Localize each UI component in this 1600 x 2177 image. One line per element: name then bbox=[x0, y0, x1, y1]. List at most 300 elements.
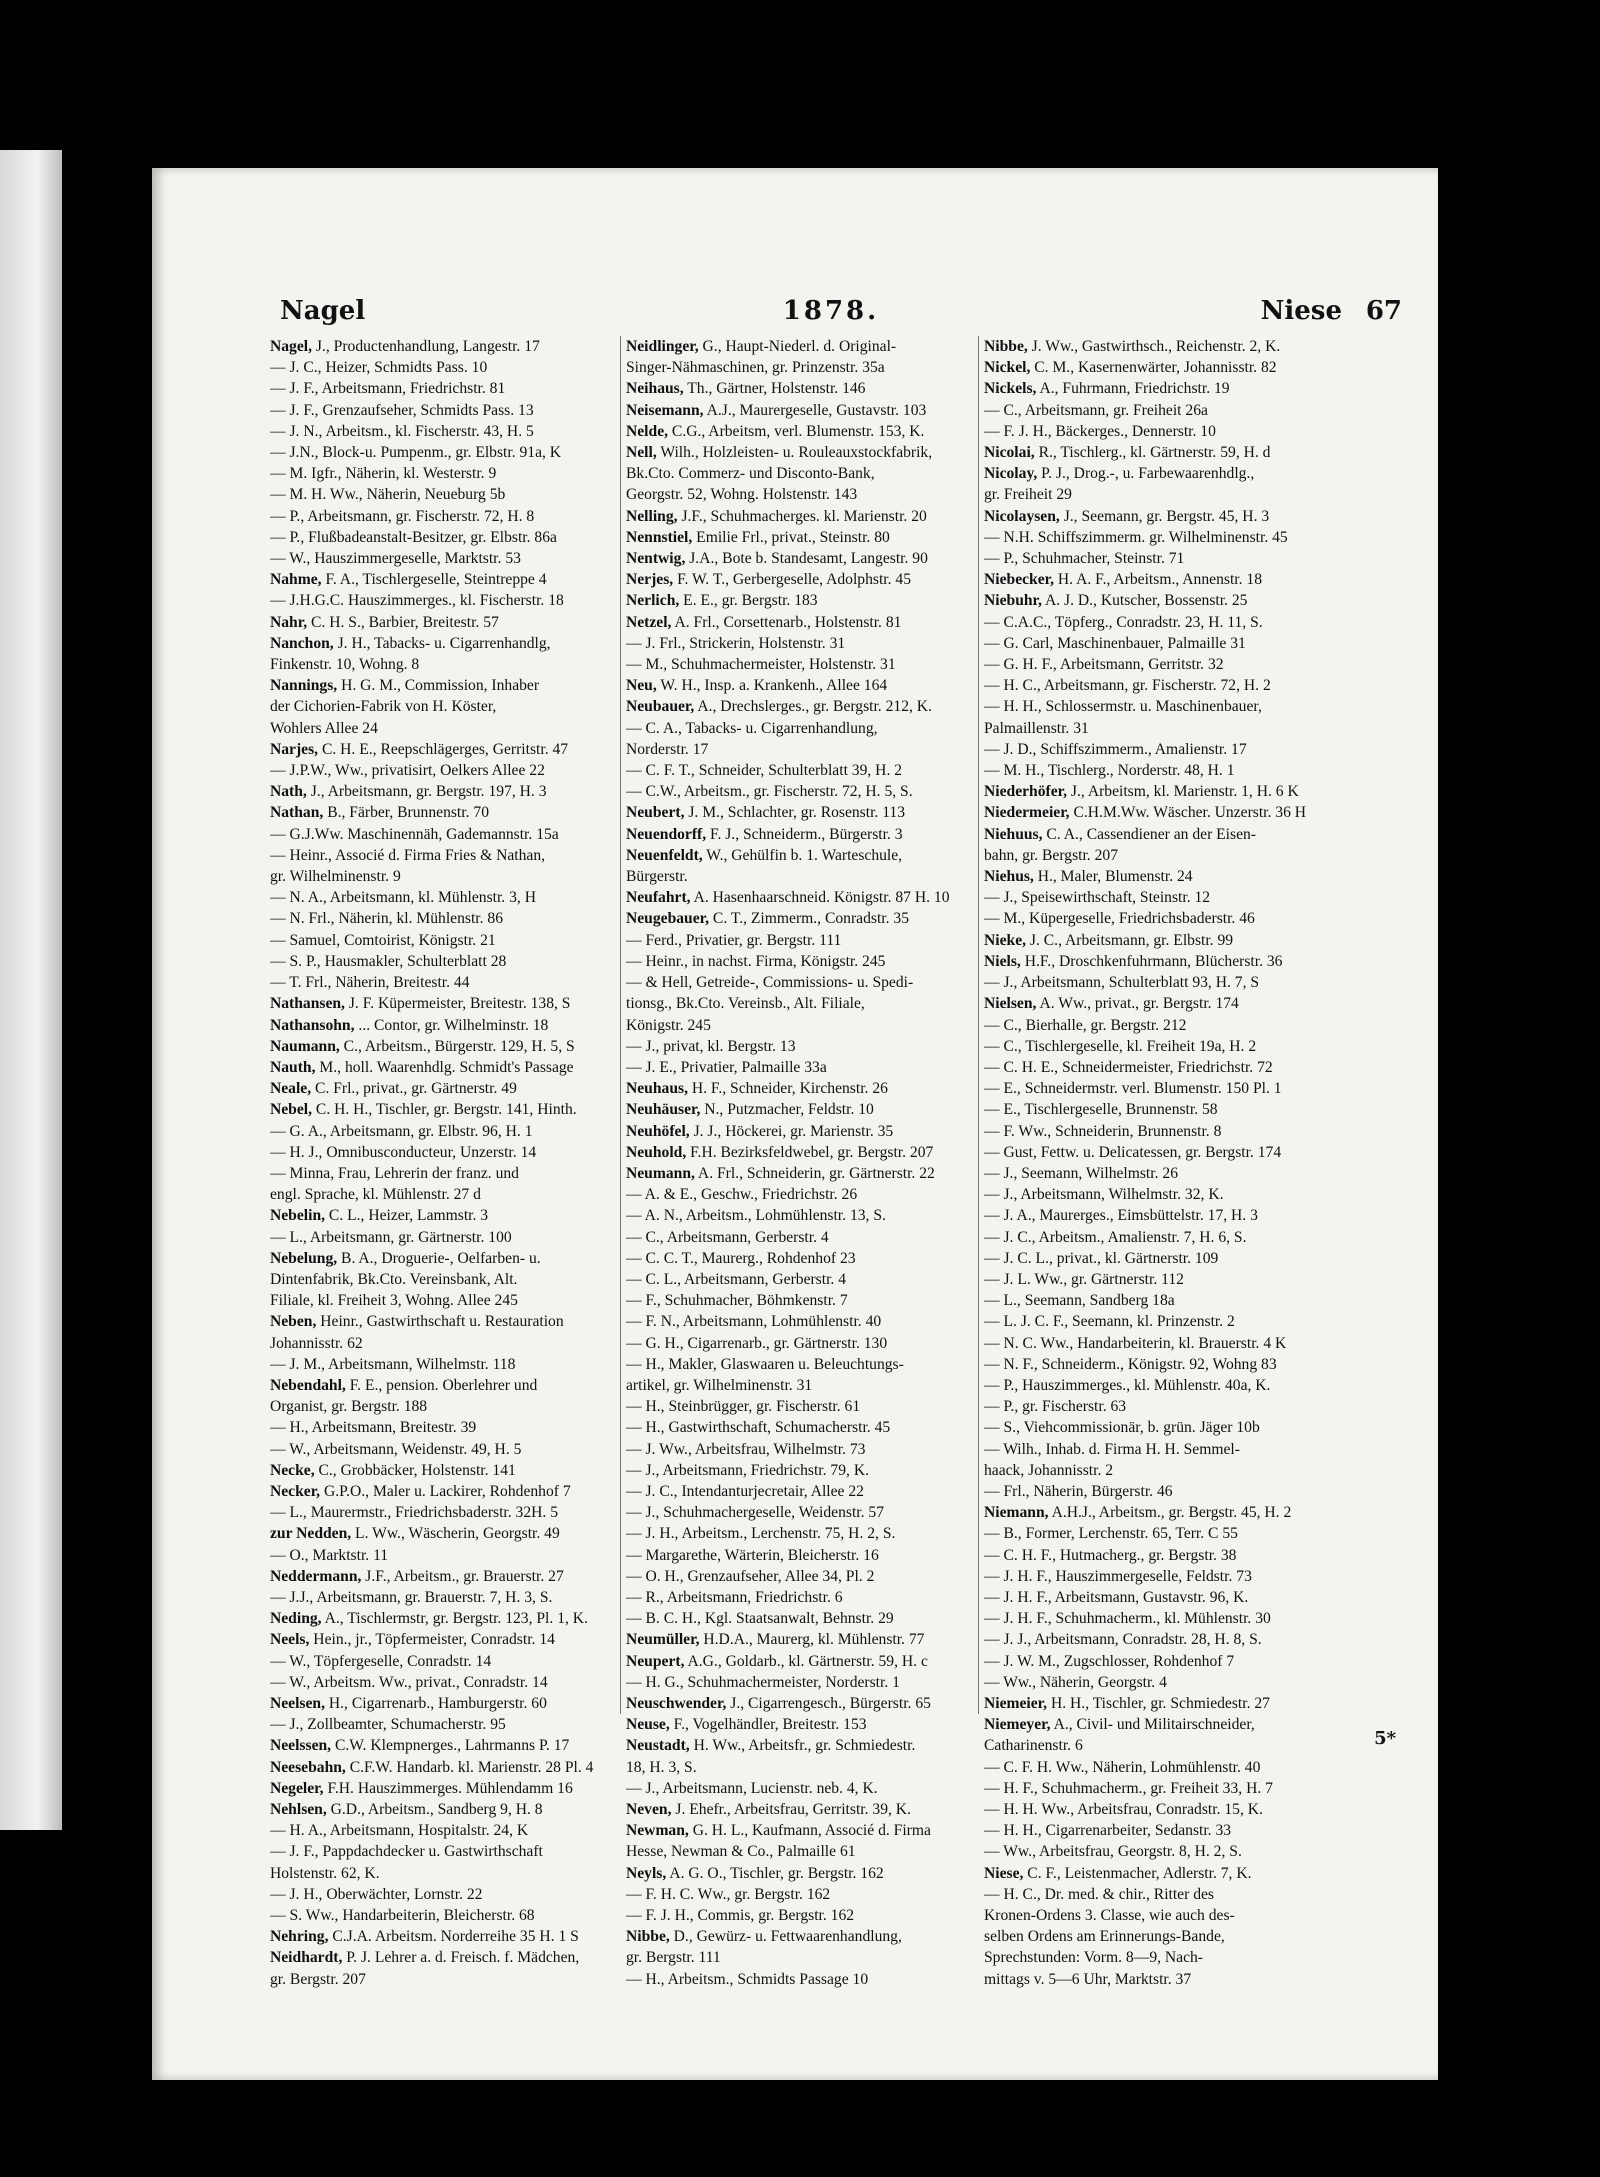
directory-entry bbox=[984, 590, 1332, 611]
entry-details: A.H.J., Arbeitsm., gr. Bergstr. 45, H. 2 bbox=[1048, 1504, 1292, 1522]
entry-details: A.J., Maurergeselle, Gustavstr. 103 bbox=[703, 401, 927, 419]
directory-entry bbox=[626, 1057, 974, 1078]
entry-details: B., Färber, Brunnenstr. 70 bbox=[323, 804, 489, 822]
entry-details: — C., Tischlergeselle, kl. Freiheit 19a, H. 2 bbox=[984, 1037, 1257, 1055]
entry-details: — T. Frl., Näherin, Breitestr. 44 bbox=[270, 974, 470, 992]
directory-entry bbox=[626, 442, 974, 463]
entry-details: — R., Arbeitsmann, Friedrichstr. 6 bbox=[626, 1588, 843, 1606]
directory-entry bbox=[270, 1354, 618, 1375]
directory-entry bbox=[626, 336, 974, 357]
entry-surname: Neelsen, bbox=[270, 1695, 325, 1712]
directory-entry bbox=[270, 1057, 618, 1078]
entry-surname: Nickel, bbox=[984, 359, 1031, 377]
directory-entry bbox=[984, 1523, 1332, 1544]
directory-entry bbox=[270, 1693, 618, 1714]
directory-entry bbox=[984, 336, 1332, 357]
directory-entry bbox=[984, 548, 1332, 569]
entry-details: — N. F., Schneiderm., Königstr. 92, Wohng 83 bbox=[984, 1355, 1277, 1373]
entry-details: — B. C. H., Kgl. Staatsanwalt, Behnstr. 29 bbox=[626, 1610, 894, 1628]
entry-details: Hein., jr., Töpfermeister, Conradstr. 14 bbox=[309, 1631, 555, 1649]
directory-entry bbox=[270, 718, 618, 739]
entry-details: F. E., pension. Oberlehrer und bbox=[345, 1376, 538, 1394]
entry-details: H., Cigarrenarb., Hamburgerstr. 60 bbox=[325, 1695, 547, 1712]
entry-details: — C., Arbeitsmann, gr. Freiheit 26a bbox=[984, 401, 1208, 419]
directory-entry bbox=[626, 993, 974, 1014]
directory-entry bbox=[270, 1375, 618, 1396]
directory-entry bbox=[626, 1481, 974, 1502]
entry-details: — P., Arbeitsmann, gr. Fischerstr. 72, H. 8 bbox=[270, 507, 535, 525]
entry-details: — J. H., Oberwächter, Lornstr. 22 bbox=[270, 1885, 483, 1903]
entry-surname: Neale, bbox=[270, 1080, 312, 1098]
entry-details: — G. A., Arbeitsmann, gr. Elbstr. 96, H. 1 bbox=[270, 1122, 533, 1140]
entry-details: A., Civil- und Militairschneider, bbox=[1050, 1716, 1255, 1734]
entry-details: F. A., Tischlergeselle, Steintreppe 4 bbox=[321, 571, 547, 589]
entry-surname: Nathansohn, bbox=[270, 1016, 355, 1034]
entry-surname: Neuendorff, bbox=[626, 825, 707, 843]
directory-entry bbox=[270, 951, 618, 972]
entry-details: — E., Tischlergeselle, Brunnenstr. 58 bbox=[984, 1101, 1218, 1119]
directory-entry bbox=[626, 951, 974, 972]
entry-details: F.H. Hauszimmerges. Mühlendamm 16 bbox=[323, 1779, 573, 1797]
directory-entry bbox=[270, 1735, 618, 1756]
entry-details: J. F. Küpermeister, Breitestr. 138, S bbox=[344, 995, 571, 1013]
entry-surname: Niehus, bbox=[984, 868, 1034, 886]
entry-surname: Nerjes, bbox=[626, 571, 674, 589]
entry-surname: Neubert, bbox=[626, 804, 685, 822]
entry-details: — C., Arbeitsmann, Gerberstr. 4 bbox=[626, 1228, 829, 1246]
entry-details: Hesse, Newman & Co., Palmaille 61 bbox=[626, 1843, 856, 1861]
directory-entry bbox=[270, 1205, 618, 1226]
entry-details: J., Arbeitsm, kl. Marienstr. 1, H. 6 K bbox=[1067, 783, 1299, 801]
directory-entry bbox=[626, 696, 974, 717]
directory-entry bbox=[984, 1099, 1332, 1120]
entry-surname: Neumann, bbox=[626, 1164, 695, 1182]
entry-details: Wilh., Holzleisten- u. Rouleauxstockfabrik, bbox=[656, 444, 933, 462]
entry-surname: Nicolaysen, bbox=[984, 507, 1060, 525]
directory-entry bbox=[270, 1926, 618, 1947]
directory-entry bbox=[270, 930, 618, 951]
entry-surname: Nibbe, bbox=[984, 338, 1028, 355]
directory-entry bbox=[984, 1142, 1332, 1163]
directory-entry bbox=[270, 421, 618, 442]
entry-surname: Neben, bbox=[270, 1313, 317, 1331]
entry-surname: Nicolay, bbox=[984, 465, 1038, 483]
directory-entry bbox=[626, 654, 974, 675]
directory-entry bbox=[270, 696, 618, 717]
entry-details: A., Drechslerges., gr. Bergstr. 212, K. bbox=[694, 698, 932, 716]
entry-details: — Minna, Frau, Lehrerin der franz. und bbox=[270, 1164, 519, 1182]
entry-details: L. Ww., Wäscherin, Georgstr. 49 bbox=[351, 1525, 560, 1543]
entry-surname: Niebecker, bbox=[984, 571, 1055, 589]
entry-details: — Margarethe, Wärterin, Bleicherstr. 16 bbox=[626, 1546, 879, 1564]
directory-entry bbox=[270, 1502, 618, 1523]
entry-details: A. G. O., Tischler, gr. Bergstr. 162 bbox=[666, 1864, 884, 1882]
entry-details: — F. J. H., Bäckerges., Dennerstr. 10 bbox=[984, 422, 1216, 440]
entry-details: G.D., Arbeitsm., Sandberg 9, H. 8 bbox=[326, 1801, 543, 1819]
entry-details: H.D.A., Maurerg, kl. Mühlenstr. 77 bbox=[699, 1631, 925, 1649]
entry-details: Singer-Nähmaschinen, gr. Prinzenstr. 35a bbox=[626, 359, 885, 377]
directory-entry bbox=[270, 1969, 618, 1990]
entry-details: C. A., Cassendiener an der Eisen- bbox=[1042, 825, 1256, 843]
directory-entry bbox=[984, 972, 1332, 993]
directory-entry bbox=[626, 1142, 974, 1163]
directory-entry bbox=[984, 1884, 1332, 1905]
entry-details: — C. A., Tabacks- u. Cigarrenhandlung, bbox=[626, 719, 878, 737]
directory-entry bbox=[270, 908, 618, 929]
entry-details: Organist, gr. Bergstr. 188 bbox=[270, 1398, 428, 1416]
directory-entry bbox=[270, 1778, 618, 1799]
directory-entry bbox=[626, 718, 974, 739]
entry-surname: Neihaus, bbox=[626, 380, 684, 398]
entry-details: C.W. Klempnerges., Lahrmanns P. 17 bbox=[331, 1737, 570, 1755]
entry-details: — W., Arbeitsmann, Weidenstr. 49, H. 5 bbox=[270, 1440, 522, 1458]
entry-surname: Nebelin, bbox=[270, 1207, 326, 1225]
directory-entry bbox=[626, 1629, 974, 1650]
entry-details: 18, H. 3, S. bbox=[626, 1758, 697, 1776]
entry-surname: Nehring, bbox=[270, 1928, 329, 1946]
directory-entry bbox=[984, 1036, 1332, 1057]
entry-details: — J., Arbeitsmann, Schulterblatt 93, H. 7, S bbox=[984, 974, 1260, 992]
entry-details: — N. A., Arbeitsmann, kl. Mühlenstr. 3, H bbox=[270, 889, 536, 907]
entry-surname: Nentwig, bbox=[626, 550, 686, 568]
entry-details: — J.N., Block-u. Pumpenm., gr. Elbstr. 91a, K bbox=[270, 444, 562, 462]
entry-details: — J. F., Pappdachdecker u. Gastwirthschaft bbox=[270, 1843, 543, 1861]
entry-details: — H. J., Omnibusconducteur, Unzerstr. 14 bbox=[270, 1143, 537, 1161]
directory-entry bbox=[626, 548, 974, 569]
entry-details: J. C., Arbeitsmann, gr. Elbstr. 99 bbox=[1026, 931, 1234, 949]
entry-surname: Niebuhr, bbox=[984, 592, 1042, 610]
entry-surname: Nebelung, bbox=[270, 1249, 338, 1267]
directory-entry bbox=[270, 1608, 618, 1629]
entry-surname: Neven, bbox=[626, 1801, 672, 1819]
entry-details: J.F., Arbeitsm., gr. Brauerstr. 27 bbox=[361, 1567, 564, 1585]
directory-page bbox=[152, 168, 1438, 2080]
entry-details: — F. N., Arbeitsmann, Lohmühlenstr. 40 bbox=[626, 1313, 882, 1331]
entry-details: — J. M., Arbeitsmann, Wilhelmstr. 118 bbox=[270, 1355, 516, 1373]
directory-entry bbox=[270, 1523, 618, 1544]
entry-surname: Niederhöfer, bbox=[984, 783, 1068, 801]
entry-details: — J., Arbeitsmann, Wilhelmstr. 32, K. bbox=[984, 1186, 1224, 1204]
directory-entry bbox=[270, 781, 618, 802]
entry-details: — H. G., Schuhmachermeister, Norderstr. 1 bbox=[626, 1673, 900, 1691]
entry-details: — C., Bierhalle, gr. Bergstr. 212 bbox=[984, 1016, 1187, 1034]
entry-details: — J., Schuhmachergeselle, Weidenstr. 57 bbox=[626, 1504, 885, 1522]
directory-entry bbox=[984, 1354, 1332, 1375]
directory-entry bbox=[984, 1587, 1332, 1608]
entry-details: C. L., Heizer, Lammstr. 3 bbox=[325, 1207, 489, 1225]
entry-details: — J. N., Arbeitsm., kl. Fischerstr. 43, H. 5 bbox=[270, 422, 534, 440]
entry-surname: Neels, bbox=[270, 1631, 310, 1649]
directory-entry bbox=[984, 1163, 1332, 1184]
entry-details: — F., Schuhmacher, Böhmkenstr. 7 bbox=[626, 1292, 848, 1310]
entry-details: gr. Freiheit 29 bbox=[984, 486, 1072, 504]
entry-surname: Neidhardt, bbox=[270, 1949, 343, 1967]
entry-details: — J., Zollbeamter, Schumacherstr. 95 bbox=[270, 1716, 506, 1734]
entry-details: A., Tischlermstr, gr. Bergstr. 123, Pl. 1, K. bbox=[321, 1610, 588, 1628]
directory-entry bbox=[984, 951, 1332, 972]
entry-surname: Neuschwender, bbox=[626, 1695, 727, 1712]
directory-entry bbox=[270, 1099, 618, 1120]
directory-entry bbox=[626, 1375, 974, 1396]
entry-details: H. Ww., Arbeitsfr., gr. Schmiedestr. bbox=[689, 1737, 916, 1755]
entry-surname: Negeler, bbox=[270, 1779, 324, 1797]
directory-entry bbox=[984, 1757, 1332, 1778]
entry-surname: Nerlich, bbox=[626, 592, 680, 610]
entry-details: Catharinenstr. 6 bbox=[984, 1737, 1083, 1755]
entry-details: — J. H. F., Hauszimmergeselle, Feldstr. 73 bbox=[984, 1567, 1252, 1585]
entry-details: H.F., Droschkenfuhrmann, Blücherstr. 36 bbox=[1020, 952, 1283, 970]
entry-surname: Niehuus, bbox=[984, 825, 1043, 843]
entry-details: — C.A.C., Töpferg., Conradstr. 23, H. 11, S. bbox=[984, 613, 1263, 631]
entry-details: J. M., Schlachter, gr. Rosenstr. 113 bbox=[684, 804, 906, 822]
directory-entry bbox=[626, 421, 974, 442]
entry-details: Heinr., Gastwirthschaft u. Restauration bbox=[316, 1313, 564, 1331]
directory-entry bbox=[270, 1163, 618, 1184]
entry-surname: Nell, bbox=[626, 444, 657, 462]
entry-details: — H. C., Dr. med. & chir., Ritter des bbox=[984, 1885, 1214, 1903]
entry-details: — P., Hauszimmerges., kl. Mühlenstr. 40a, K. bbox=[984, 1376, 1271, 1394]
directory-entry bbox=[626, 612, 974, 633]
entry-details: F. J., Schneiderm., Bürgerstr. 3 bbox=[706, 825, 903, 843]
entry-details: — S. Ww., Handarbeiterin, Bleicherstr. 68 bbox=[270, 1907, 535, 1925]
directory-entry bbox=[270, 548, 618, 569]
entry-details: — J., Arbeitsmann, Lucienstr. neb. 4, K. bbox=[626, 1779, 878, 1797]
directory-entry bbox=[984, 802, 1332, 823]
directory-entry bbox=[984, 866, 1332, 887]
entry-details: P. J., Drog.-, u. Farbewaarenhdlg., bbox=[1037, 465, 1255, 483]
entry-details: H. G. M., Commission, Inhaber bbox=[337, 677, 540, 695]
entry-details: — F. Ww., Schneiderin, Brunnenstr. 8 bbox=[984, 1122, 1222, 1140]
directory-entry bbox=[270, 802, 618, 823]
page-number: 67 bbox=[1365, 296, 1402, 326]
entry-details: N., Putzmacher, Feldstr. 10 bbox=[700, 1101, 874, 1119]
entry-surname: Nebel, bbox=[270, 1101, 313, 1119]
entry-details: ... Contor, gr. Wilhelminstr. 18 bbox=[354, 1016, 549, 1034]
directory-entry bbox=[270, 336, 618, 357]
directory-entry bbox=[270, 1672, 618, 1693]
entry-details: E. E., gr. Bergstr. 183 bbox=[679, 592, 818, 610]
entry-details: Norderstr. 17 bbox=[626, 740, 709, 758]
entry-details: C. H. H., Tischler, gr. Bergstr. 141, Hinth. bbox=[312, 1101, 577, 1119]
entry-details: H., Maler, Blumenstr. 24 bbox=[1033, 868, 1193, 886]
entry-details: — Gust, Fettw. u. Delicatessen, gr. Bergstr. 174 bbox=[984, 1143, 1282, 1161]
entry-surname: Necke, bbox=[270, 1461, 315, 1479]
directory-entry bbox=[626, 887, 974, 908]
entry-details: — G. Carl, Maschinenbauer, Palmaille 31 bbox=[984, 634, 1246, 652]
entry-surname: Neu, bbox=[626, 677, 657, 695]
entry-details: — P., Flußbadeanstalt-Besitzer, gr. Elbstr. 86a bbox=[270, 528, 557, 546]
entry-details: Bürgerstr. bbox=[626, 868, 688, 886]
entry-surname: Niemeyer, bbox=[984, 1716, 1051, 1734]
directory-entry bbox=[270, 1227, 618, 1248]
directory-entry bbox=[626, 1439, 974, 1460]
entry-details: B. A., Droguerie-, Oelfarben- u. bbox=[337, 1249, 541, 1267]
directory-entry bbox=[626, 357, 974, 378]
directory-entry bbox=[984, 421, 1332, 442]
entry-surname: Neufahrt, bbox=[626, 889, 691, 907]
entry-details: J. J., Höckerei, gr. Marienstr. 35 bbox=[689, 1122, 894, 1140]
column-3 bbox=[984, 336, 1332, 1990]
entry-surname: Nennstiel, bbox=[626, 528, 693, 546]
entry-details: R., Tischlerg., kl. Gärtnerstr. 59, H. d bbox=[1034, 444, 1271, 462]
entry-details: — J. W. M., Zugschlosser, Rohdenhof 7 bbox=[984, 1652, 1235, 1670]
entry-surname: Neesebahn, bbox=[270, 1758, 346, 1776]
directory-entry bbox=[270, 590, 618, 611]
entry-details: Königstr. 245 bbox=[626, 1016, 711, 1034]
entry-details: — H. H., Schlossermstr. u. Maschinenbauer, bbox=[984, 698, 1262, 716]
entry-details: Wohlers Allee 24 bbox=[270, 719, 378, 737]
entry-details: — L. J. C. F., Seemann, kl. Prinzenstr. 2 bbox=[984, 1313, 1235, 1331]
directory-entry bbox=[626, 824, 974, 845]
directory-entry bbox=[270, 1863, 618, 1884]
directory-entry bbox=[626, 802, 974, 823]
directory-entry bbox=[984, 442, 1332, 463]
directory-entry bbox=[270, 1820, 618, 1841]
entry-details: — H., Gastwirthschaft, Schumacherstr. 45 bbox=[626, 1419, 891, 1437]
entry-details: — C. H. E., Schneidermeister, Friedrichstr. 72 bbox=[984, 1058, 1273, 1076]
entry-details: Th., Gärtner, Holstenstr. 146 bbox=[683, 380, 866, 398]
entry-details: C.J.A. Arbeitsm. Norderreihe 35 H. 1 S bbox=[328, 1928, 579, 1946]
directory-entry bbox=[984, 1969, 1332, 1990]
directory-entry bbox=[984, 400, 1332, 421]
directory-entry bbox=[270, 442, 618, 463]
entry-details: — L., Maurermstr., Friedrichsbaderstr. 32H. 5 bbox=[270, 1504, 558, 1522]
directory-entry bbox=[270, 1248, 618, 1269]
entry-details: — J. Ww., Arbeitsfrau, Wilhelmstr. 73 bbox=[626, 1440, 866, 1458]
entry-details: — Frl., Näherin, Bürgerstr. 46 bbox=[984, 1482, 1173, 1500]
directory-entry bbox=[984, 739, 1332, 760]
directory-entry bbox=[626, 590, 974, 611]
entry-surname: Newman, bbox=[626, 1822, 689, 1840]
entry-details: — Ferd., Privatier, gr. Bergstr. 111 bbox=[626, 931, 842, 949]
directory-entry bbox=[270, 1036, 618, 1057]
directory-entry bbox=[270, 1121, 618, 1142]
entry-surname: Nelde, bbox=[626, 422, 669, 440]
entry-details: — & Hell, Getreide-, Commissions- u. Spedi- bbox=[626, 974, 914, 992]
directory-entry bbox=[984, 845, 1332, 866]
entry-details: — Wilh., Inhab. d. Firma H. H. Semmel- bbox=[984, 1440, 1240, 1458]
entry-details: — H. C., Arbeitsmann, gr. Fischerstr. 72, H. 2 bbox=[984, 677, 1271, 695]
entry-details: — M., Schuhmachermeister, Holstenstr. 31 bbox=[626, 656, 896, 674]
directory-entry bbox=[626, 1969, 974, 1990]
entry-surname: Niemann, bbox=[984, 1504, 1049, 1522]
directory-entry bbox=[984, 675, 1332, 696]
entry-details: — N. Frl., Näherin, kl. Mühlenstr. 86 bbox=[270, 910, 504, 928]
entry-surname: Nannings, bbox=[270, 677, 338, 695]
directory-entry bbox=[984, 1905, 1332, 1926]
entry-details: — P., gr. Fischerstr. 63 bbox=[984, 1398, 1127, 1416]
directory-entry bbox=[626, 1121, 974, 1142]
directory-entry bbox=[626, 1672, 974, 1693]
entry-details: — H., Arbeitsm., Schmidts Passage 10 bbox=[626, 1970, 869, 1988]
directory-entry bbox=[626, 1269, 974, 1290]
entry-surname: Nelling, bbox=[626, 507, 678, 525]
directory-entry bbox=[270, 1460, 618, 1481]
entry-details: der Cichorien-Fabrik von H. Köster, bbox=[270, 698, 497, 716]
directory-entry bbox=[626, 1905, 974, 1926]
directory-entry bbox=[270, 675, 618, 696]
directory-entry bbox=[626, 930, 974, 951]
directory-entry bbox=[626, 908, 974, 929]
entry-surname: Neupert, bbox=[626, 1652, 685, 1670]
entry-details: — J., Seemann, Wilhelmstr. 26 bbox=[984, 1164, 1178, 1182]
directory-entry bbox=[984, 1057, 1332, 1078]
entry-details: H. A. F., Arbeitsm., Annenstr. 18 bbox=[1054, 571, 1262, 589]
directory-entry bbox=[984, 1629, 1332, 1650]
directory-entry bbox=[984, 1205, 1332, 1226]
directory-entry bbox=[984, 1799, 1332, 1820]
directory-entry bbox=[270, 1311, 618, 1332]
entry-surname: Nathan, bbox=[270, 804, 324, 822]
directory-entry bbox=[270, 1884, 618, 1905]
entry-details: — E., Schneidermstr. verl. Blumenstr. 150 Pl. 1 bbox=[984, 1080, 1282, 1098]
entry-details: — W., Arbeitsm. Ww., privat., Conradstr. 14 bbox=[270, 1673, 548, 1691]
entry-surname: Neelssen, bbox=[270, 1737, 332, 1755]
entry-details: — S. P., Hausmakler, Schulterblatt 28 bbox=[270, 952, 507, 970]
entry-surname: Neuenfeldt, bbox=[626, 846, 703, 864]
entry-surname: Niemeier, bbox=[984, 1695, 1048, 1712]
entry-surname: Nebendahl, bbox=[270, 1376, 346, 1394]
directory-entry bbox=[626, 1184, 974, 1205]
directory-entry bbox=[626, 1227, 974, 1248]
directory-entry bbox=[984, 1227, 1332, 1248]
entry-details: H. F., Schneider, Kirchenstr. 26 bbox=[687, 1080, 888, 1098]
entry-details: — Heinr., in nachst. Firma, Königstr. 245 bbox=[626, 952, 886, 970]
directory-entry bbox=[270, 484, 618, 505]
directory-entry bbox=[626, 527, 974, 548]
entry-details: — J. C., Heizer, Schmidts Pass. 10 bbox=[270, 359, 488, 377]
directory-entry bbox=[984, 1417, 1332, 1438]
entry-details: — O. H., Grenzaufseher, Allee 34, Pl. 2 bbox=[626, 1567, 875, 1585]
directory-entry bbox=[270, 1417, 618, 1438]
entry-surname: Neumüller, bbox=[626, 1631, 700, 1649]
entry-details: Filiale, kl. Freiheit 3, Wohng. Allee 245 bbox=[270, 1292, 518, 1310]
entry-details: C., Arbeitsm., Bürgerstr. 129, H. 5, S bbox=[339, 1037, 575, 1055]
entry-surname: Nanchon, bbox=[270, 634, 334, 652]
entry-details: bahn, gr. Bergstr. 207 bbox=[984, 846, 1118, 864]
entry-surname: Neubauer, bbox=[626, 698, 695, 716]
directory-entry bbox=[626, 400, 974, 421]
entry-details: — J.J., Arbeitsmann, gr. Brauerstr. 7, H. 3, S. bbox=[270, 1588, 553, 1606]
directory-entry bbox=[626, 1566, 974, 1587]
entry-surname: Niese, bbox=[984, 1864, 1024, 1882]
directory-entry bbox=[984, 1926, 1332, 1947]
directory-entry bbox=[984, 1566, 1332, 1587]
entry-surname: Nathansen, bbox=[270, 995, 345, 1013]
directory-entry bbox=[270, 845, 618, 866]
entry-details: — M. H. Ww., Näherin, Neueburg 5b bbox=[270, 486, 506, 504]
directory-entry bbox=[626, 1099, 974, 1120]
entry-details: Kronen-Ordens 3. Classe, wie auch des- bbox=[984, 1907, 1235, 1925]
column-divider bbox=[620, 336, 621, 1714]
directory-entry bbox=[984, 1947, 1332, 1968]
entry-details: Holstenstr. 62, K. bbox=[270, 1864, 380, 1882]
directory-entry bbox=[270, 866, 618, 887]
entry-surname: Naumann, bbox=[270, 1037, 340, 1055]
directory-entry bbox=[984, 993, 1332, 1014]
entry-details: G., Haupt-Niederl. d. Original- bbox=[698, 338, 897, 355]
entry-surname: Niedermeier, bbox=[984, 804, 1070, 822]
directory-entry bbox=[984, 1439, 1332, 1460]
entry-details: — J. L. Ww., gr. Gärtnerstr. 112 bbox=[984, 1270, 1184, 1288]
directory-entry bbox=[626, 1311, 974, 1332]
entry-details: Sprechstunden: Vorm. 8—9, Nach- bbox=[984, 1949, 1204, 1967]
directory-entry bbox=[984, 718, 1332, 739]
column-divider bbox=[978, 336, 979, 1714]
entry-details: — C. F. T., Schneider, Schulterblatt 39, H. 2 bbox=[626, 762, 903, 780]
entry-surname: Nath, bbox=[270, 783, 307, 801]
entry-details: — H., Steinbrügger, gr. Fischerstr. 61 bbox=[626, 1398, 861, 1416]
